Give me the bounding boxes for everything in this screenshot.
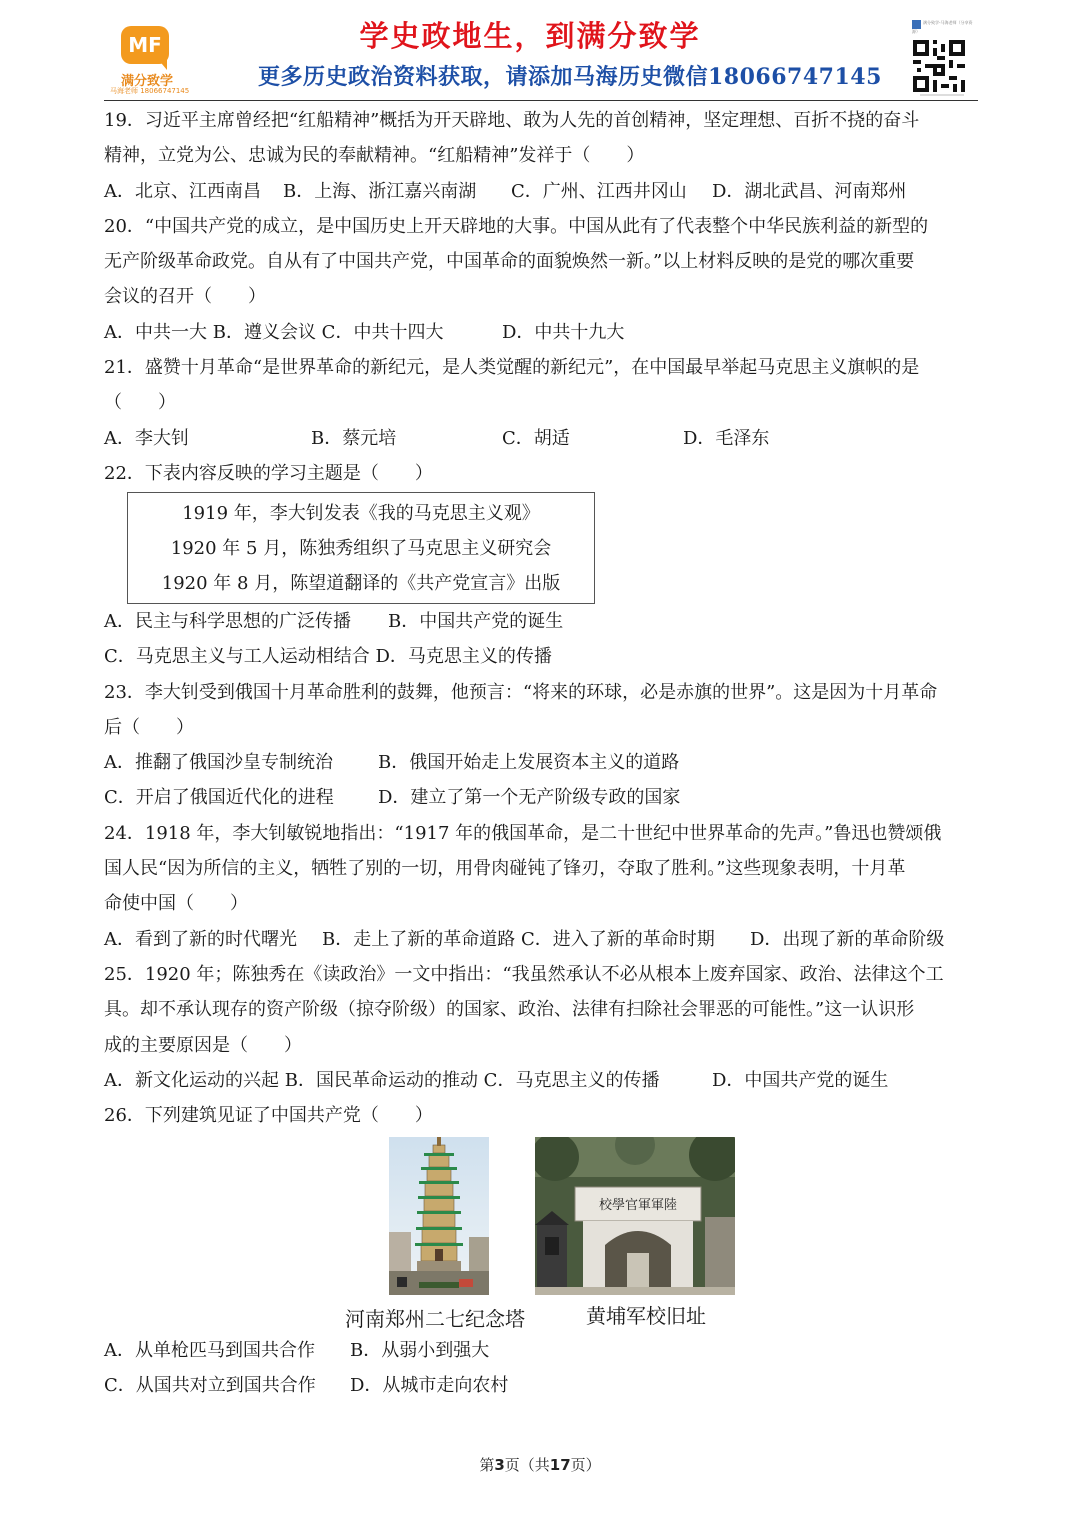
- q24-option-bc: B．走上了新的革命道路 C．进入了新的革命时期: [322, 929, 715, 950]
- q21-option-a: A．李大钊: [104, 428, 189, 449]
- whampoa-academy-image: [535, 1137, 735, 1295]
- q23-option-d: D．建立了第一个无产阶级专政的国家: [378, 787, 681, 808]
- q23-option-a: A．推翻了俄国沙皇专制统治: [104, 752, 333, 773]
- q22-option-b: B．中国共产党的诞生: [388, 611, 564, 632]
- gate-sign-text: 校學官軍軍陸: [598, 1198, 678, 1213]
- q20-option-abc: A．中共一大 B．遵义会议 C．中共十四大: [104, 322, 444, 343]
- erqi-memorial-tower-image: [389, 1137, 489, 1295]
- caption-whampoa: 黄埔军校旧址: [586, 1304, 706, 1328]
- q21-option-d: D．毛泽东: [683, 428, 770, 449]
- page-suffix: 页）: [570, 1456, 601, 1474]
- qr-caption-text: 满分致学-马海老师（分享资源）: [912, 20, 973, 34]
- q19-option-b: B．上海、浙江嘉兴南湖: [283, 181, 477, 202]
- q21-option-c: C．胡适: [502, 428, 570, 449]
- q20-stem-line3: 会议的召开（ ）: [104, 286, 266, 307]
- q20-option-d: D．中共十九大: [502, 322, 625, 343]
- q21-stem-line2: （ ）: [104, 392, 176, 413]
- logo-subtitle: 马海老师 18066747145: [110, 87, 190, 95]
- qr-mini-icon: [912, 20, 921, 29]
- q21-option-b: B．蔡元培: [311, 428, 397, 449]
- q19-stem-line1: 19．习近平主席曾经把“红船精神”概括为开天辟地、敢为人先的首创精神，坚定理想、百折不挠的奋斗: [104, 110, 920, 131]
- q19-stem-line2: 精神，立党为公、忠诚为民的奉献精神。“红船精神”发祥于（ ）: [104, 145, 645, 166]
- q22-table-row: 1920 年 5 月，陈独秀组织了马克思主义研究会: [170, 538, 552, 559]
- header-contact: 更多历史政治资料获取，请添加马海历史微信18066747145: [258, 64, 882, 90]
- header-rule: [104, 100, 978, 101]
- q21-stem-line1: 21．盛赞十月革命“是世界革命的新纪元，是人类觉醒的新纪元”，在中国最早举起马克思主义旗帜的是: [104, 357, 920, 378]
- q24-stem-line2: 国人民“因为所信的主义，牺牲了别的一切，用骨肉碰钝了锋刃，夺取了胜利。”这些现象表明，十月革: [104, 858, 906, 879]
- q24-option-d: D．出现了新的革命阶级: [750, 929, 945, 950]
- header-slogan: 学史政地生，到满分致学: [359, 19, 701, 53]
- q19-option-d: D．湖北武昌、河南郑州: [712, 181, 907, 202]
- q22-stem: 22．下表内容反映的学习主题是（ ）: [104, 463, 433, 484]
- q24-option-a: A．看到了新的时代曙光: [104, 929, 297, 950]
- q22-options-row2: C．马克思主义与工人运动相结合 D．马克思主义的传播: [104, 646, 552, 667]
- page-mid: 页（共: [504, 1456, 550, 1474]
- qr-caption: [912, 20, 974, 34]
- q25-stem-line3: 成的主要原因是（ ）: [104, 1035, 302, 1056]
- logo-name: 满分致学: [120, 74, 173, 89]
- q26-option-d: D．从城市走向农村: [350, 1375, 509, 1396]
- q20-stem-line2: 无产阶级革命政党。自从有了中国共产党，中国革命的面貌焕然一新。”以上材料反映的是党的哪次重要: [104, 251, 915, 272]
- qr-code-icon: [913, 40, 965, 92]
- q23-stem-line2: 后（ ）: [104, 717, 194, 738]
- q24-stem-line1: 24．1918 年，李大钊敏锐地指出：“1917 年的俄国革命，是二十世纪中世界革命的先声。”鲁迅也赞颂俄: [104, 823, 942, 844]
- q25-option-abc: A．新文化运动的兴起 B．国民革命运动的推动 C．马克思主义的传播: [104, 1070, 660, 1091]
- q19-option-c: C．广州、江西井冈山: [511, 181, 687, 202]
- total-pages: 17: [549, 1456, 571, 1474]
- q22-option-a: A．民主与科学思想的广泛传播: [104, 611, 351, 632]
- q20-stem-line1: 20．“中国共产党的成立，是中国历史上开天辟地的大事。中国从此有了代表整个中华民族利益的新型的: [104, 216, 929, 237]
- logo-bubble-tail: [157, 58, 167, 70]
- q26-option-c: C．从国共对立到国共合作: [104, 1375, 316, 1396]
- current-page: 3: [494, 1456, 505, 1474]
- q22-table-row: 1920 年 8 月，陈望道翻译的《共产党宣言》出版: [161, 573, 561, 594]
- q22-table-row: 1919 年，李大钊发表《我的马克思主义观》: [182, 503, 540, 524]
- page-prefix: 第: [479, 1456, 495, 1474]
- q25-stem-line2: 具。却不承认现存的资产阶级（掠夺阶级）的国家、政治、法律有扫除社会罪恶的可能性。”这一认识形: [104, 999, 915, 1020]
- q25-option-d: D．中国共产党的诞生: [712, 1070, 889, 1091]
- q24-stem-line3: 命使中国（ ）: [104, 893, 248, 914]
- q26-option-a: A．从单枪匹马到国共合作: [104, 1340, 315, 1361]
- q23-option-c: C．开启了俄国近代化的进程: [104, 787, 334, 808]
- logo-text: MF: [128, 33, 162, 57]
- q23-stem-line1: 23．李大钊受到俄国十月革命胜利的鼓舞，他预言：“将来的环球，必是赤旗的世界”。这是因为十月革命: [104, 682, 938, 703]
- qr-footer-bar: [920, 94, 964, 96]
- page-header: [0, 0, 1080, 100]
- page-number: [0, 1454, 1080, 1475]
- q26-stem: 26．下列建筑见证了中国共产党（ ）: [104, 1105, 433, 1126]
- q23-option-b: B．俄国开始走上发展资本主义的道路: [378, 752, 680, 773]
- q19-option-a: A．北京、江西南昌: [104, 181, 261, 202]
- q22-material-table: [127, 492, 595, 604]
- q25-stem-line1: 25．1920 年；陈独秀在《读政治》一文中指出：“我虽然承认不必从根本上废弃国家、政治、法律这个工: [104, 964, 944, 985]
- caption-erqi-tower: 河南郑州二七纪念塔: [345, 1307, 525, 1331]
- q26-option-b: B．从弱小到强大: [350, 1340, 490, 1361]
